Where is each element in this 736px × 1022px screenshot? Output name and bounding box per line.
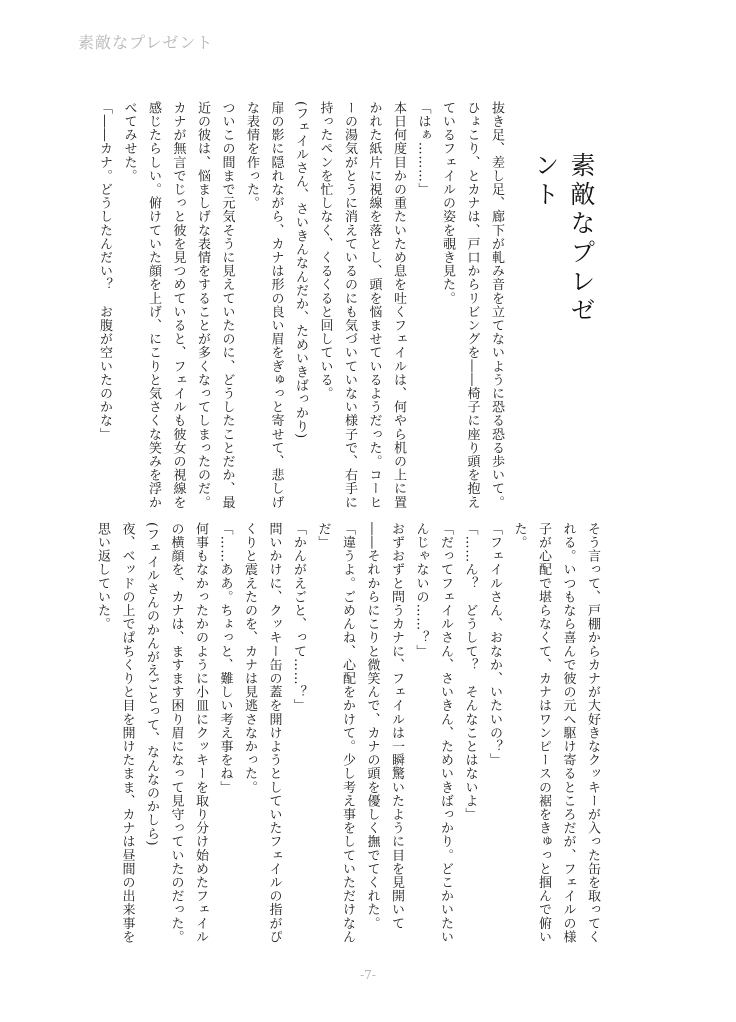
paragraph: ついこの間まで元気そうに見えていたのに、どうしたことだか、最近の彼は、悩ましげな表情をすることが多くなってしまったのだ。: [195, 101, 235, 509]
paragraph: ひょこり、とカナは、戸口からリビングを――椅子に座り頭を抱えているフェイルの姿を覗き見た。: [440, 101, 480, 509]
story-title: 素敵なプレゼント: [531, 152, 596, 326]
running-head: 素敵なプレゼント: [78, 33, 214, 52]
paragraph: 「フェイルさん、おなか、いたいの？」: [487, 522, 502, 767]
paragraph: 「かんがえごと、って……？」: [291, 522, 306, 713]
paragraph: (フェイルさん、さいきんなんだか、ためいきばっかり): [293, 101, 308, 439]
page-number: -7-: [360, 968, 376, 982]
paragraph: 「違うよ。ごめんね、心配をかけて。少し考え事をしていただけなんだ」: [315, 522, 355, 944]
paragraph: 「だってフェイルさん、さいきん、ためいきばっかり。どこかいたいんじゃないの……？」: [413, 522, 453, 944]
paragraph: おずおずと問うカナに、フェイルは一瞬驚いたように目を見開いて――それからにこりと微笑んで、カナの頭を優しく撫でてくれた。: [364, 522, 404, 930]
paragraph: 「……ん？ どうして？ そんなことはないよ」: [462, 522, 478, 822]
paragraph: 抜き足、差し足、廊下が軋み音を立てないように恐る恐る歩いて。: [489, 101, 504, 509]
body-text-upper: [92, 101, 509, 521]
paragraph: 問いかけに、クッキー缶の蓋を開けようとしていたフェイルの指がぴくりと震えたのを、カナは見逃さなかった。: [242, 522, 282, 944]
paragraph: 「はぁ………」: [415, 101, 431, 197]
paragraph: そう言って、戸棚からカナが大好きなクッキーが入った缶を取ってくれる。いつもなら喜んで彼の元へ駆け寄るところだが、フェイルの様子が心配で堪らなくて、カナはワンピースの裾をきゅっと掴んで俯いた。: [511, 522, 600, 944]
paragraph: 夜、ベッドの上でぱちくりと目を開けたまま、カナは昼間の出来事を思い返していた。: [95, 522, 135, 944]
paragraph: 何事もなかったかのように小皿にクッキーを取り分け始めたフェイルの横顔を、カナは、ますます困り眉になって見守っていたのだった。: [168, 522, 208, 944]
paragraph: 「――カナ。どうしたんだい？ お腹が空いたのかな」: [97, 101, 112, 441]
paragraph: 扉の影に隠れながら、カナは形の良い眉をぎゅっと寄せて、悲しげな表情を作った。: [244, 101, 284, 509]
paragraph: (フェイルさんのかんがえごとって、なんなのかしら): [144, 522, 159, 847]
body-text-lower: [90, 522, 605, 950]
paragraph: 「……ああ。ちょっと、難しい考え事をね」: [217, 522, 233, 794]
paragraph: 本日何度目かの重たいため息を吐くフェイルは、何やら机の上に置かれた紙片に視線を落とし、頭を悩ませているようだった。コーヒーの湯気がとうに消えているのにも気づいていない様子で、右手に持ったペンを忙しなく、くるくると回している。: [317, 101, 406, 509]
paragraph: カナが無言でじっと彼を見つめていると、フェイルも彼女の視線を感じたらしい。俯けていた顔を上げ、にこりと気さくな笑みを浮かべてみせた。: [121, 101, 186, 509]
